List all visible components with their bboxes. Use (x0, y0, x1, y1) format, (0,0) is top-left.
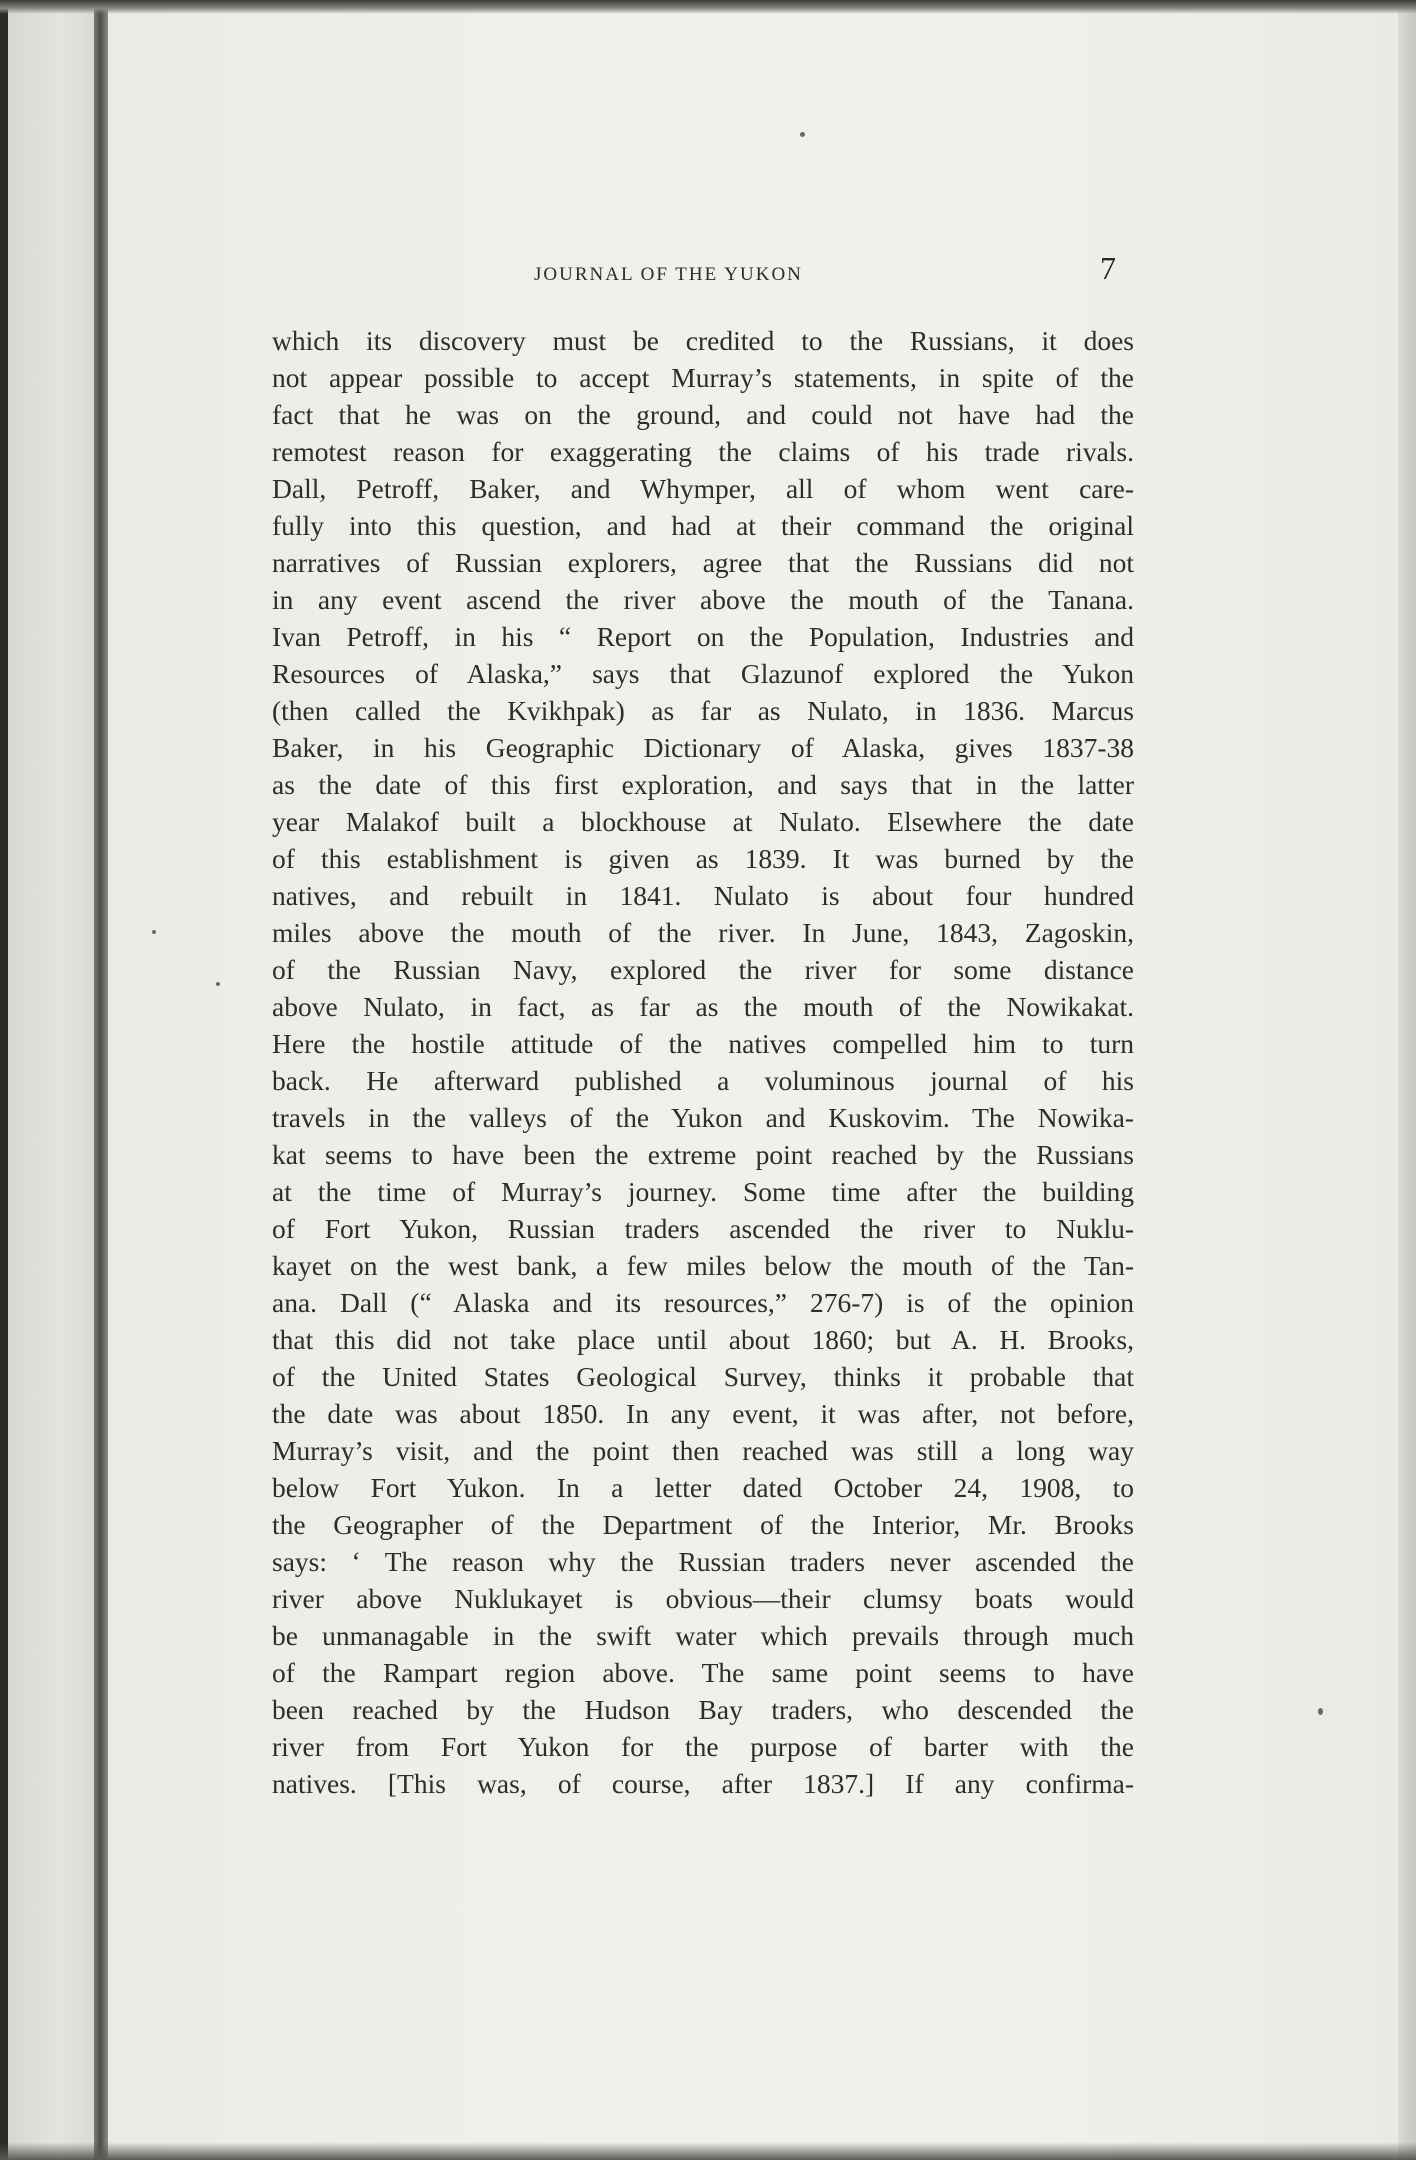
text-line: fully into this question, and had at their command the original (272, 510, 1134, 541)
text-line: Resources of Alaska,” says that Glazunof explored the Yukon (272, 658, 1134, 689)
text-line: not appear possible to accept Murray’s statements, in spite of the (272, 362, 1134, 393)
dust-speck (1318, 1708, 1323, 1715)
text-line: Murray’s visit, and the point then reached was still a long way (272, 1435, 1134, 1466)
text-line: ana. Dall (“ Alaska and its resources,” 276-7) is of the opinion (272, 1287, 1134, 1318)
text-line: be unmanagable in the swift water which prevails through much (272, 1620, 1134, 1651)
text-line: natives. [This was, of course, after 1837.] If any confirma- (272, 1768, 1134, 1799)
text-line: fact that he was on the ground, and could not have had the (272, 399, 1134, 430)
page-right-edge (1398, 0, 1416, 2160)
text-line: narratives of Russian explorers, agree that the Russians did not (272, 547, 1134, 578)
text-line: Baker, in his Geographic Dictionary of Alaska, gives 1837-38 (272, 732, 1134, 763)
text-line: river from Fort Yukon for the purpose of barter with the (272, 1731, 1134, 1762)
text-line: year Malakof built a blockhouse at Nulato. Elsewhere the date (272, 806, 1134, 837)
dust-speck (152, 930, 156, 934)
text-line: travels in the valleys of the Yukon and Kuskovim. The Nowika- (272, 1102, 1134, 1133)
top-shadow (0, 0, 1416, 14)
text-line: kayet on the west bank, a few miles below the mouth of the Tan- (272, 1250, 1134, 1281)
text-line: remotest reason for exaggerating the claims of his trade rivals. (272, 436, 1134, 467)
text-line: Here the hostile attitude of the natives compelled him to turn (272, 1028, 1134, 1059)
running-head: JOURNAL OF THE YUKON (534, 264, 803, 285)
page-number: 7 (1100, 250, 1116, 286)
text-line: at the time of Murray’s journey. Some time after the building (272, 1176, 1134, 1207)
text-line: of Fort Yukon, Russian traders ascended the river to Nuklu- (272, 1213, 1134, 1244)
text-line: as the date of this first exploration, and says that in the latter (272, 769, 1134, 800)
text-line: of this establishment is given as 1839. It was burned by the (272, 843, 1134, 874)
text-line: been reached by the Hudson Bay traders, who descended the (272, 1694, 1134, 1725)
text-line: above Nulato, in fact, as far as the mouth of the Nowikakat. (272, 991, 1134, 1022)
text-line: of the United States Geological Survey, thinks it probable that (272, 1361, 1134, 1392)
text-line: Dall, Petroff, Baker, and Whymper, all of whom went care- (272, 473, 1134, 504)
body-text (272, 322, 1134, 1802)
text-line: river above Nuklukayet is obvious—their clumsy boats would (272, 1583, 1134, 1614)
text-line: which its discovery must be credited to the Russians, it does (272, 325, 1134, 356)
book-gutter (94, 0, 108, 2160)
text-line: natives, and rebuilt in 1841. Nulato is about four hundred (272, 880, 1134, 911)
text-line: kat seems to have been the extreme point reached by the Russians (272, 1139, 1134, 1170)
text-line: below Fort Yukon. In a letter dated October 24, 1908, to (272, 1472, 1134, 1503)
text-line: in any event ascend the river above the mouth of the Tanana. (272, 584, 1134, 615)
text-line: says: ‘ The reason why the Russian traders never ascended the (272, 1546, 1134, 1577)
text-line: back. He afterward published a voluminous journal of his (272, 1065, 1134, 1096)
text-line: miles above the mouth of the river. In June, 1843, Zagoskin, (272, 917, 1134, 948)
text-line: of the Russian Navy, explored the river for some distance (272, 954, 1134, 985)
text-line: the date was about 1850. In any event, it was after, not before, (272, 1398, 1134, 1429)
text-line: the Geographer of the Department of the Interior, Mr. Brooks (272, 1509, 1134, 1540)
bottom-edge (0, 2142, 1416, 2160)
text-line: (then called the Kvikhpak) as far as Nulato, in 1836. Marcus (272, 695, 1134, 726)
text-line: Ivan Petroff, in his “ Report on the Population, Industries and (272, 621, 1134, 652)
text-line: of the Rampart region above. The same point seems to have (272, 1657, 1134, 1688)
dust-speck (216, 982, 220, 986)
dust-speck (800, 132, 805, 137)
facing-page-strip (8, 0, 94, 2160)
binding-edge (0, 0, 8, 2160)
text-line: that this did not take place until about 1860; but A. H. Brooks, (272, 1324, 1134, 1355)
